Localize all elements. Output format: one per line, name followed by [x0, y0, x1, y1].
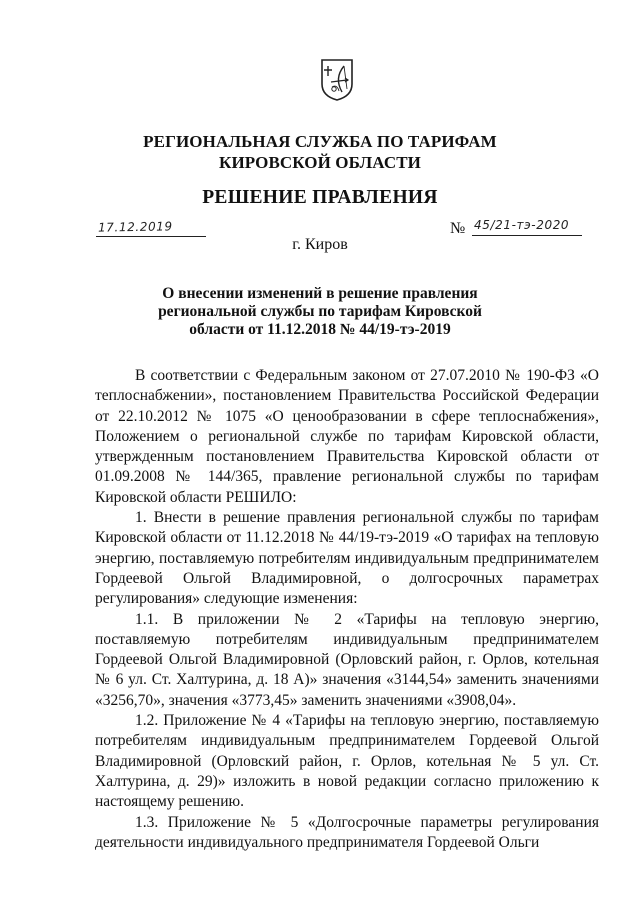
paragraph-item-1: 1. Внести в решение правления региональной службы по тарифам Кировской области от 11.12.2018 № 44/19-тэ-2019 «О тарифах на тепловую энергию, поставляемую потребителям индивидуальным предпринимателем Гордеевой Ольгой Владимировной, о долгосрочных параметрах регулирования» следующие изменения: — [95, 509, 599, 608]
paragraph-item-1-1: 1.1. В приложении № 2 «Тарифы на тепловую энергию, поставляемую потребителям индивидуальным предпринимателем Гордеевой Ольгой Владимировной (Орловский район, г. Орлов, котельная № 6 ул. Ст. Халтурина, д. 18 А)» значения «3144,54» заменить значениями «3256,70», значения «3773,45» заменить значениями «3908,04». — [95, 610, 599, 709]
decision-subject — [0, 285, 640, 339]
subject-line2: региональной службы по тарифам Кировской — [158, 303, 482, 320]
handwritten-number: 45/21-тэ-2020 — [474, 218, 570, 232]
city-label: г. Киров — [292, 236, 348, 253]
organization-name-line1: РЕГИОНАЛЬНАЯ СЛУЖБА ПО ТАРИФАМ — [143, 132, 497, 151]
paragraph-item-1-2: 1.2. Приложение № 4 «Тарифы на тепловую энергию, поставляемую потребителям индивидуальным предпринимателем Гордеевой Ольгой Владимировной (Орловский район, г. Орлов, котельная № 5 ул. Ст. Халтурина, д. 29)» изложить в новой редакции согласно приложению к настоящему решению. — [95, 712, 599, 811]
document-title: РЕШЕНИЕ ПРАВЛЕНИЯ — [202, 187, 438, 208]
coat-of-arms-icon — [320, 58, 354, 102]
organization-name-line2: КИРОВСКОЙ ОБЛАСТИ — [219, 153, 421, 172]
paragraph-preamble: В соответствии с Федеральным законом от 27.07.2010 № 190-ФЗ «О теплоснабжении», постановлением Правительства Российской Федерации от 22.10.2012 № 1075 «О ценообразовании в сфере теплоснабжения», Положением о региональной службе по тарифам Кировской области, утвержденным постановлением Правительства Кировской области от 01.09.2008 № 144/365, правление региональной службы по тарифам Кировской области РЕШИЛО: — [95, 367, 599, 506]
number-field — [472, 220, 582, 236]
date-field — [96, 219, 206, 237]
document-body — [95, 366, 599, 853]
subject-line3: области от 11.12.2018 № 44/19-тэ-2019 — [189, 321, 451, 338]
number-sign: № — [450, 220, 466, 237]
handwritten-date: 17.12.2019 — [97, 219, 173, 235]
paragraph-item-1-3: 1.3. Приложение № 5 «Долгосрочные параметры регулирования деятельности индивидуального предпринимателя Гордеевой Ольги — [95, 813, 599, 851]
subject-line1: О внесении изменений в решение правления — [162, 285, 478, 302]
